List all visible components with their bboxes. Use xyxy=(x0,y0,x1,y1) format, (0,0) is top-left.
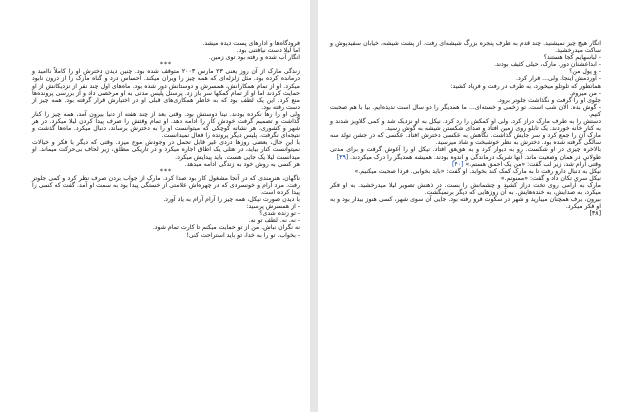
paragraph: - و پول من؟ xyxy=(569,68,601,76)
paragraph: ناگهان، هنرمندی که در آنجا مشغول کار بود صدا کرد. مارک از جواب بردن صرف نظر کرد و کمی جلوتر رفت. مرد آرام و خونسردی که در چهره‌اش علامتی از خستگی پیدا بود به سمت او آمد. گفت که کسی را پیدا کرده است. xyxy=(32,174,300,196)
paragraph: - لباسهایم کجا هستند؟ xyxy=(543,54,601,62)
paragraph: مارک به آرامی روی تخت دراز کشید و چشمانش را بست. در ذهنش تصویر لیلا میدرخشید. به او فکر میکرد، به صدایش، به خنده‌هایش. به آن روزهایی که دیگر برنمیگشت. xyxy=(330,181,601,196)
paragraph: - بخواب. تو را به خدا، تو باید استراحت کنی! xyxy=(186,231,300,239)
paragraph: [۳۸] xyxy=(589,210,601,218)
paragraph: ولی او را رها نکرده بودند. نینا دوستش بود. وقتی بعد از چند هفته از دنیا بیرون آمد، همه چیز را کنار گذاشت و تصمیم گرفت خودش کار را ادامه دهد. او تمام وقتش را صرف پیدا کردن لیلا میکرد. در هر شهر و کشوری، هر نشانه کوچکی که میتوانست او را به دخترش برساند، دنبال میکرد. ماه‌ها گذشت و نتیجه‌ای نگرفت. پلیس دیگر پرونده را فعال نمیدانست. xyxy=(32,110,300,140)
paragraph: - آوردمش اینجا. ولی... فرار کرد. xyxy=(516,75,601,83)
footnote-ref[interactable]: [۴۰] xyxy=(451,160,464,168)
paragraph: انگار هیچ چیز نمیشنید. چند قدم به طرف پنجره بزرگ شیشه‌ای رفت. از پشت شیشه، خیابان سفیدپوش و ساکت میدرخشید. xyxy=(330,40,601,55)
page-right xyxy=(318,0,629,412)
text-column xyxy=(330,40,601,217)
paragraph: فرودگاه‌ها و ادارهای پست دیده میشد. xyxy=(202,40,300,47)
paragraph: - نه. نه. لطف تو نه. xyxy=(248,217,300,225)
paragraph: اما لیلا دست نیافتنی بود. xyxy=(236,47,300,55)
paragraph: - تو زنده شدی؟ xyxy=(259,210,300,218)
paragraph xyxy=(330,146,601,160)
paragraph: - از همسرش پرسید: xyxy=(246,203,300,211)
paragraph: زندگی مارک از آن روز یعنی ۲۳ مارس ۲۰۰۳ متوقف شده بود. چنین دیدن دخترش او را کاملاً ناامید و درمانده کرده بود. مثل زلزله‌ای که همه چیز را ویران میکند. احساس درد و گناه مارک را از درون نابود میکرد. او از تمام همکارانش، همسرش و دوستانش دور شده بود. ماه‌های اول چند نفر از نزدیکانش از او حمایت کردند اما او از تمام کمکها سر باز زد. پرسنل پلیس مدتی به او مرخصی داد و از بررسی پرونده‌ها منع کرد. این یک لطف بود که به خاطر همکاری‌های قبلی او در اختیارش قرار گرفته بود. همه چیز از دست رفته بود. xyxy=(32,68,300,111)
paragraph-text: بالاخره چیزی در او شکست. رو به دیوار کرد و به هق‌هق افتاد. نیکل او را آغوش گرفت و برای مدتی طولانی در همان وضعیت ماند. آنها شریک درماندگی و اندوه بودند. همیشه همدیگر را درک میکردند. xyxy=(330,146,601,161)
footnote-ref[interactable]: [۳۹] xyxy=(336,153,349,161)
paragraph-text: وقتی آرام شد، زیر لب گفت: «من یک احمق هستم.» xyxy=(463,160,601,168)
paragraph: همانطور که تلوتلو میخورد، به طرف در رفت و فریاد کشید: xyxy=(450,82,601,90)
text-column xyxy=(32,40,300,239)
paragraph: نه نگران نباش. من از تو حمایت میکنم تا کارت تمام شود. xyxy=(152,224,300,232)
paragraph-text: نیکل سری تکان داد و گفت: «ممنونم.» xyxy=(500,174,601,182)
section-separator: *** xyxy=(159,61,173,69)
paragraph: نیکل به دنبال دارو رفت تا به مارک کمک کند بخوابد. او گفت: «باید بخوابی. فردا صحبت میکنیم.» xyxy=(354,167,601,175)
section-separator: *** xyxy=(159,167,173,175)
paragraph xyxy=(330,175,601,182)
page-left xyxy=(0,0,310,412)
paragraph xyxy=(330,161,601,168)
paragraph: - ابداعشنان دور. مارک، حیلی کثیف بودند. xyxy=(494,61,601,69)
paragraph: انگار آب شده و رفته بود توی زمین. xyxy=(208,54,300,62)
paragraph: با این حال، بعضی روزها دردی غیر قابل تحمل در وجودش موج میزد. وقتی که دیگر با فکر و خیالات نمیتوانست کنار بیاید، در هتلی یک اطاق اجاره میکرد و در تاریکی مطلق، زیر لحاف بی‌حرکت میماند. او میدانست لیلا یک جایی هست. باید پیدایش میکرد. xyxy=(32,139,300,161)
paragraph: هر کسی به روش خود به زندگی ادامه میدهد. xyxy=(184,160,300,168)
paragraph: با دیدن صورت نیکل، همه چیز را آرام آرام به یاد آورد. xyxy=(163,196,300,204)
paragraph: بیرون، برف همچنان میبارید و شهر در سکوت فرو رفته بود. جایی آن سوی شهر، کسی هنوز بیدار بود و به او فکر میکرد. xyxy=(330,196,601,211)
paragraph: دستش را به طرف مارک دراز کرد. ولی او کمکش را رد کرد. نیکل به او نزدیک شد و کمی گلاویز شدند و به کنار خانه خوردند. یک تابلو روی زمین افتاد و صدای شکستن شیشه به گوش رسید. xyxy=(330,118,601,133)
paragraph: جلوی او را گرفت و نگذاشت جلوتر برود. xyxy=(497,96,601,104)
paragraph: مارک آن را جمع کرد و سر جایش گذاشت. نگاهش به عکسی دخترش افتاد. عکسی که در جشن تولد سه سالگی گرفته شده بود. دخترش به نظر خوشبخت و شاد میرسید. xyxy=(330,132,601,147)
paragraph: - گوش بده. الان شب است. تو زخمی و خسته‌ای... ما همدیگر را دو سال است ندیده‌ایم. بیا با هم صحبت کنیم. xyxy=(330,103,601,118)
paragraph: - من میروم. xyxy=(569,89,601,97)
